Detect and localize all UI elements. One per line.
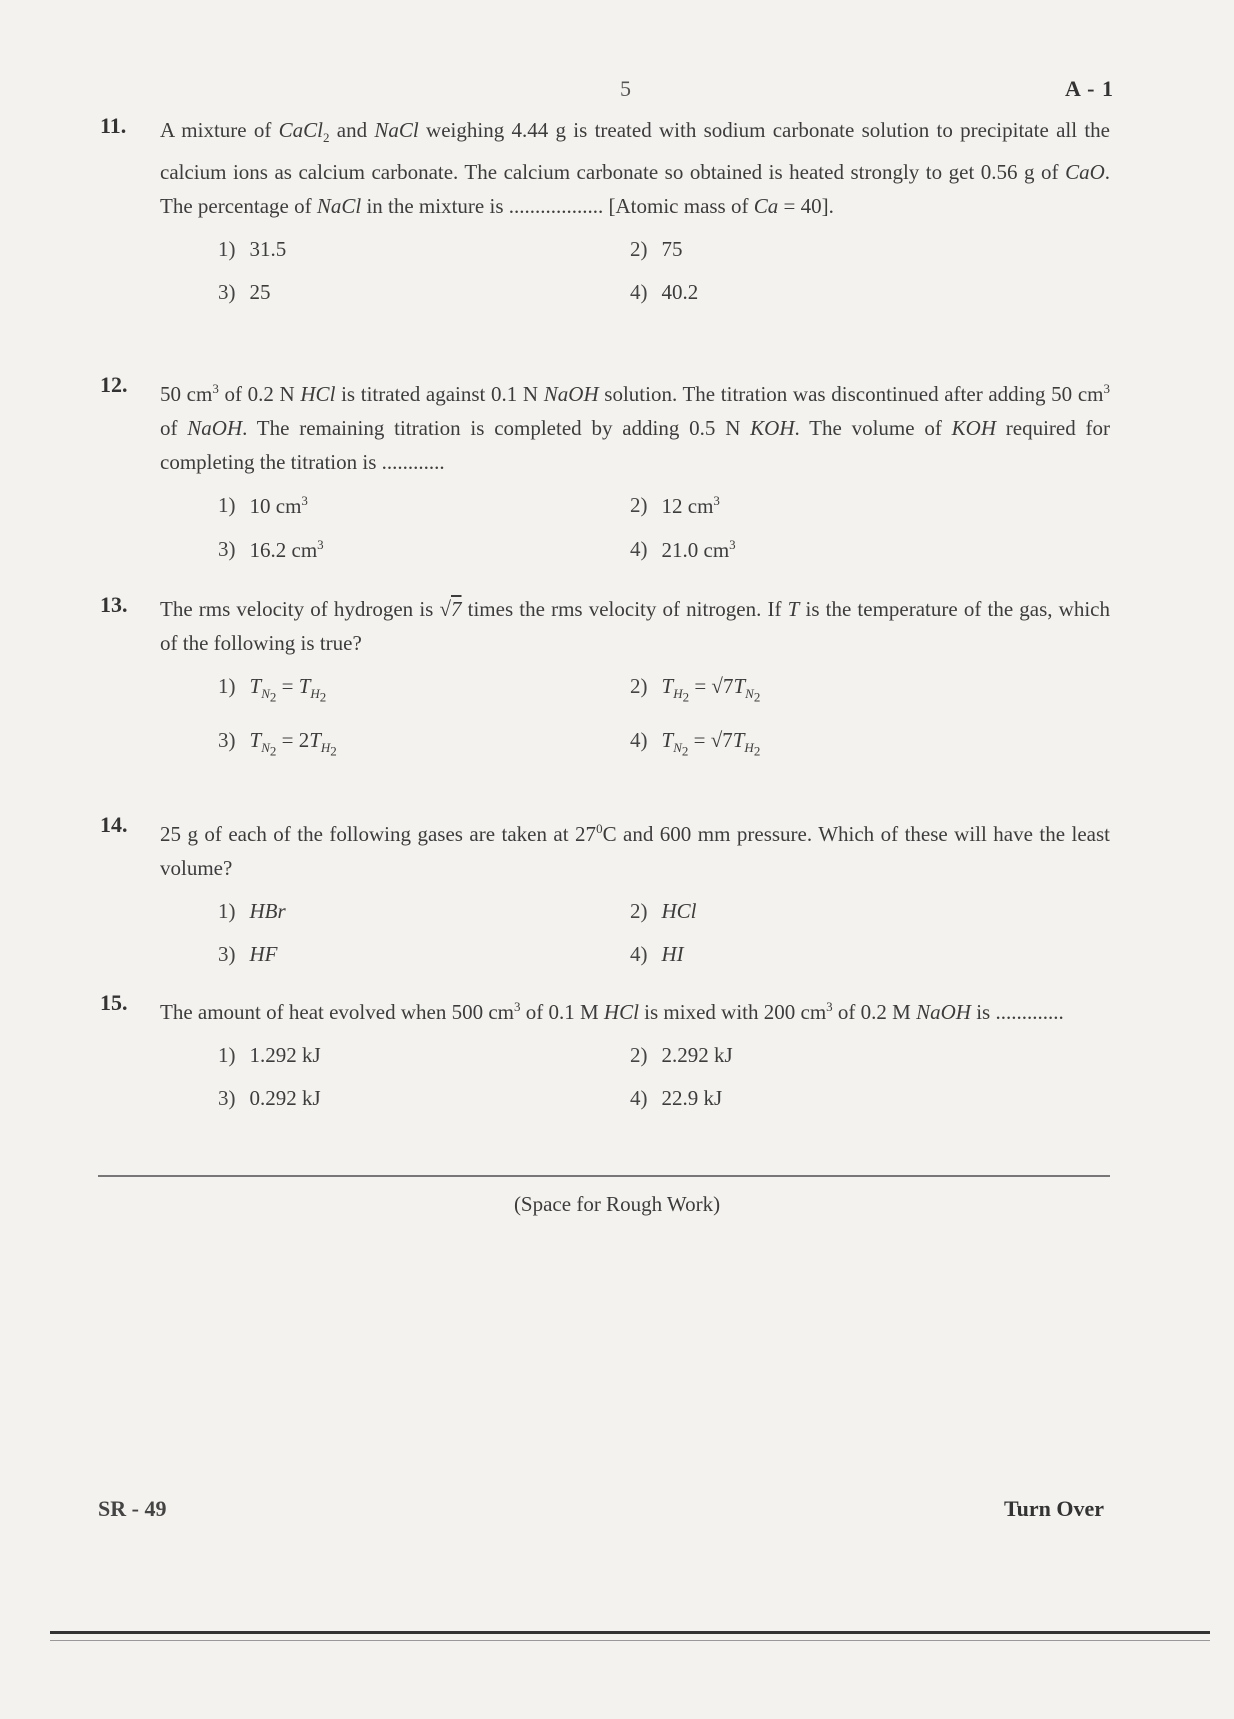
question-number: 14.: [100, 812, 128, 837]
option-4[interactable]: 4) HI: [630, 942, 684, 966]
options: [218, 674, 1110, 760]
sqrt-symbol: √: [439, 597, 451, 621]
option-1[interactable]: 1) 31.5: [218, 237, 287, 262]
footer-code: SR - 49: [98, 1496, 167, 1521]
option-3[interactable]: 3) HF: [218, 942, 278, 966]
option-3[interactable]: 3) 0.292 kJ: [218, 1086, 321, 1110]
option-3[interactable]: 3) $T_{N_2} = 2T_{H_2}$: [218, 727, 337, 759]
page-bottom-rule: [50, 1631, 1210, 1634]
options: [218, 493, 1110, 563]
option-4[interactable]: 4) 22.9 kJ: [630, 1086, 723, 1110]
divider: [98, 1175, 1110, 1177]
question-12: [100, 372, 1110, 563]
question-15: [100, 990, 1110, 1111]
question-text: 25 g of each of the following gases are taken at $27^0C$ and 600 mm pressure. Which of these will have the least volume?: [160, 821, 1111, 880]
option-4[interactable]: 4) 21.0 $cm^3$: [630, 537, 736, 562]
question-text: A mixture of CaCl$_2$ and NaCl weighing 4.44 g is treated with sodium carbonate solution to precipitate all the calcium ions as calcium carbonate. The calcium carbonate so obtained is heated strongly to get 0.56 g of CaO. The percentage of NaCl in the mixture is .................. [Atomic mass of Ca = 40].: [160, 118, 1110, 219]
option-2[interactable]: 2) 2.292 kJ: [630, 1043, 733, 1067]
option-1[interactable]: 1) 10 $cm^3$: [218, 493, 308, 518]
option-3[interactable]: 3) 25: [218, 280, 271, 305]
option-1[interactable]: 1) 1.292 kJ: [218, 1043, 321, 1067]
question-number: 15.: [100, 990, 128, 1015]
option-1[interactable]: 1) HBr: [218, 899, 286, 923]
option-4[interactable]: 4) $T_{N_2} = √7T_{H_2}$: [630, 727, 761, 759]
turn-over-label: Turn Over: [1003, 1496, 1104, 1521]
question-11: [100, 113, 1110, 305]
option-2[interactable]: 2) HCl: [630, 899, 697, 923]
question-number: 13.: [100, 592, 128, 617]
option-2[interactable]: 2) 12 $cm^3$: [630, 493, 720, 518]
question-number: 12.: [100, 372, 128, 397]
option-2[interactable]: 2) $T_{H_2} = √7T_{N_2}$: [630, 674, 761, 705]
options: [218, 899, 1110, 967]
page-number: 5: [620, 76, 631, 101]
question-text: 50 $cm^3$ of 0.2 N HCl is titrated against 0.1 N NaOH solution. The titration was discontinued after adding 50 $cm^3$ of NaOH. The remaining titration is completed by adding 0.5 N KOH. The volume of KOH required for completing the titration is ............: [160, 381, 1110, 474]
question-13: [100, 592, 1110, 760]
paper-code: A - 1: [1065, 76, 1114, 101]
option-2[interactable]: 2) 75: [630, 237, 683, 262]
option-1[interactable]: 1) $T_{N_2} = T_{H_2}$: [218, 674, 327, 705]
question-text: The amount of heat evolved when 500 $cm^3$ of 0.1 M HCl is mixed with 200 $cm^3$ of 0.2 M NaOH is .............: [160, 999, 1064, 1024]
option-4[interactable]: 4) 40.2: [630, 280, 699, 305]
rough-work-label: (Space for Rough Work): [513, 1192, 721, 1216]
page-bottom-rule-thin: [50, 1640, 1210, 1641]
question-14: [100, 812, 1110, 967]
question-text: The rms velocity of hydrogen is √7 times the rms velocity of nitrogen. If T is the temperature of the gas, which of the following is true?: [160, 597, 1110, 655]
question-number: 11.: [100, 113, 127, 138]
option-3[interactable]: 3) 16.2 $cm^3$: [218, 537, 324, 562]
options: [218, 1043, 1110, 1111]
options: [218, 237, 1110, 305]
